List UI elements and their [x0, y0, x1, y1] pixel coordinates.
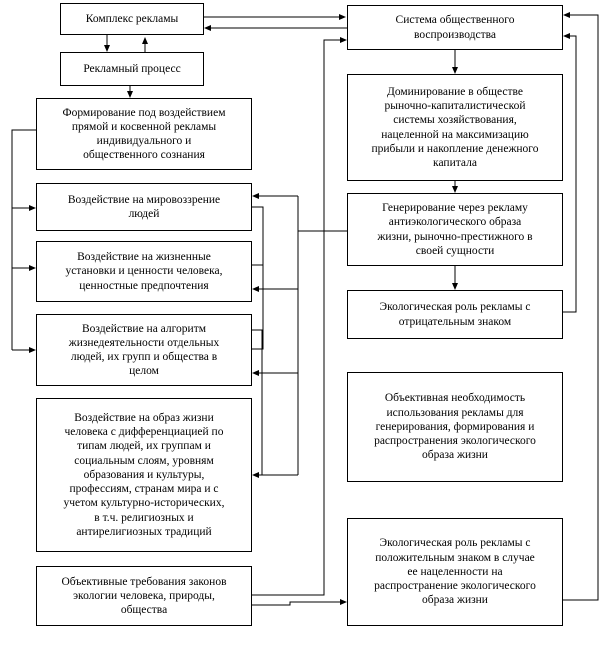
arrowhead [127, 91, 133, 98]
arrowhead [452, 67, 458, 74]
arrowhead [339, 14, 346, 20]
arrowhead [29, 265, 36, 271]
box-advertising-complex: Комплекс рекламы [60, 3, 204, 35]
arrowhead [204, 25, 211, 31]
left-bracket-line [12, 130, 36, 350]
box-positive-ecological-role: Экологическая роль рекламы с положительным знаком в случае ее нацеленности на распространение экологического образа жизни [347, 518, 563, 626]
box-impact-worldview: Воздействие на мировоззрение людей [36, 183, 252, 231]
cascade-values-algorithm [252, 265, 263, 349]
arrowhead [252, 370, 259, 376]
arrowhead [142, 37, 148, 44]
feedback-negative-to-system [563, 36, 576, 312]
arrowhead [252, 193, 259, 199]
box-impact-values: Воздействие на жизненные установки и ценности человека, ценностные предпочтения [36, 241, 252, 302]
arrowhead [563, 12, 570, 18]
arrowhead [340, 599, 347, 605]
box-social-reproduction: Система общественного воспроизводства [347, 5, 563, 50]
cascade-worldview-values [252, 207, 263, 288]
arrowhead [252, 472, 259, 478]
arrowhead [452, 283, 458, 290]
box-ecology-requirements: Объективные требования законов экологии человека, природы, общества [36, 566, 252, 626]
cascade-algorithm-lifestyle [252, 330, 262, 475]
box-antiecological-generation: Генерирование через рекламу антиэкологического образа жизни, рыночно-престижного в своей сущности [347, 193, 563, 266]
arrow-requirements-to-system [252, 40, 341, 595]
box-impact-lifestyle: Воздействие на образ жизни человека с дифференциацией по типам людей, их группам и социальным слоям, уровням образования и культуры, профессиям, странам мира и с учетом культурно-исторических, в т.ч. религиозных и антирелигиозных традиций [36, 398, 252, 552]
arrowhead [252, 286, 259, 292]
arrowhead [29, 347, 36, 353]
arrowhead [29, 205, 36, 211]
arrowhead [563, 33, 570, 39]
box-objective-necessity: Объективная необходимость использования рекламы для генерирования, формирования и распространения экологического образа жизни [347, 372, 563, 482]
box-market-domination: Доминирование в обществе рыночно-капиталистической системы хозяйствования, нацеленной на максимизацию прибыли и накопление денежного капитала [347, 74, 563, 181]
arrowhead [340, 37, 347, 43]
box-negative-ecological-role: Экологическая роль рекламы с отрицательным знаком [347, 290, 563, 339]
arrow-requirements-to-positive [252, 602, 341, 605]
arrowhead [452, 186, 458, 193]
box-consciousness-formation: Формирование под воздействием прямой и косвенной рекламы индивидуального и общественного сознания [36, 98, 252, 170]
arrowhead [104, 45, 110, 52]
feedback-positive-to-system [563, 15, 598, 600]
box-advertising-process: Рекламный процесс [60, 52, 204, 86]
box-impact-algorithm: Воздействие на алгоритм жизнедеятельности отдельных людей, их групп и общества в целом [36, 314, 252, 386]
